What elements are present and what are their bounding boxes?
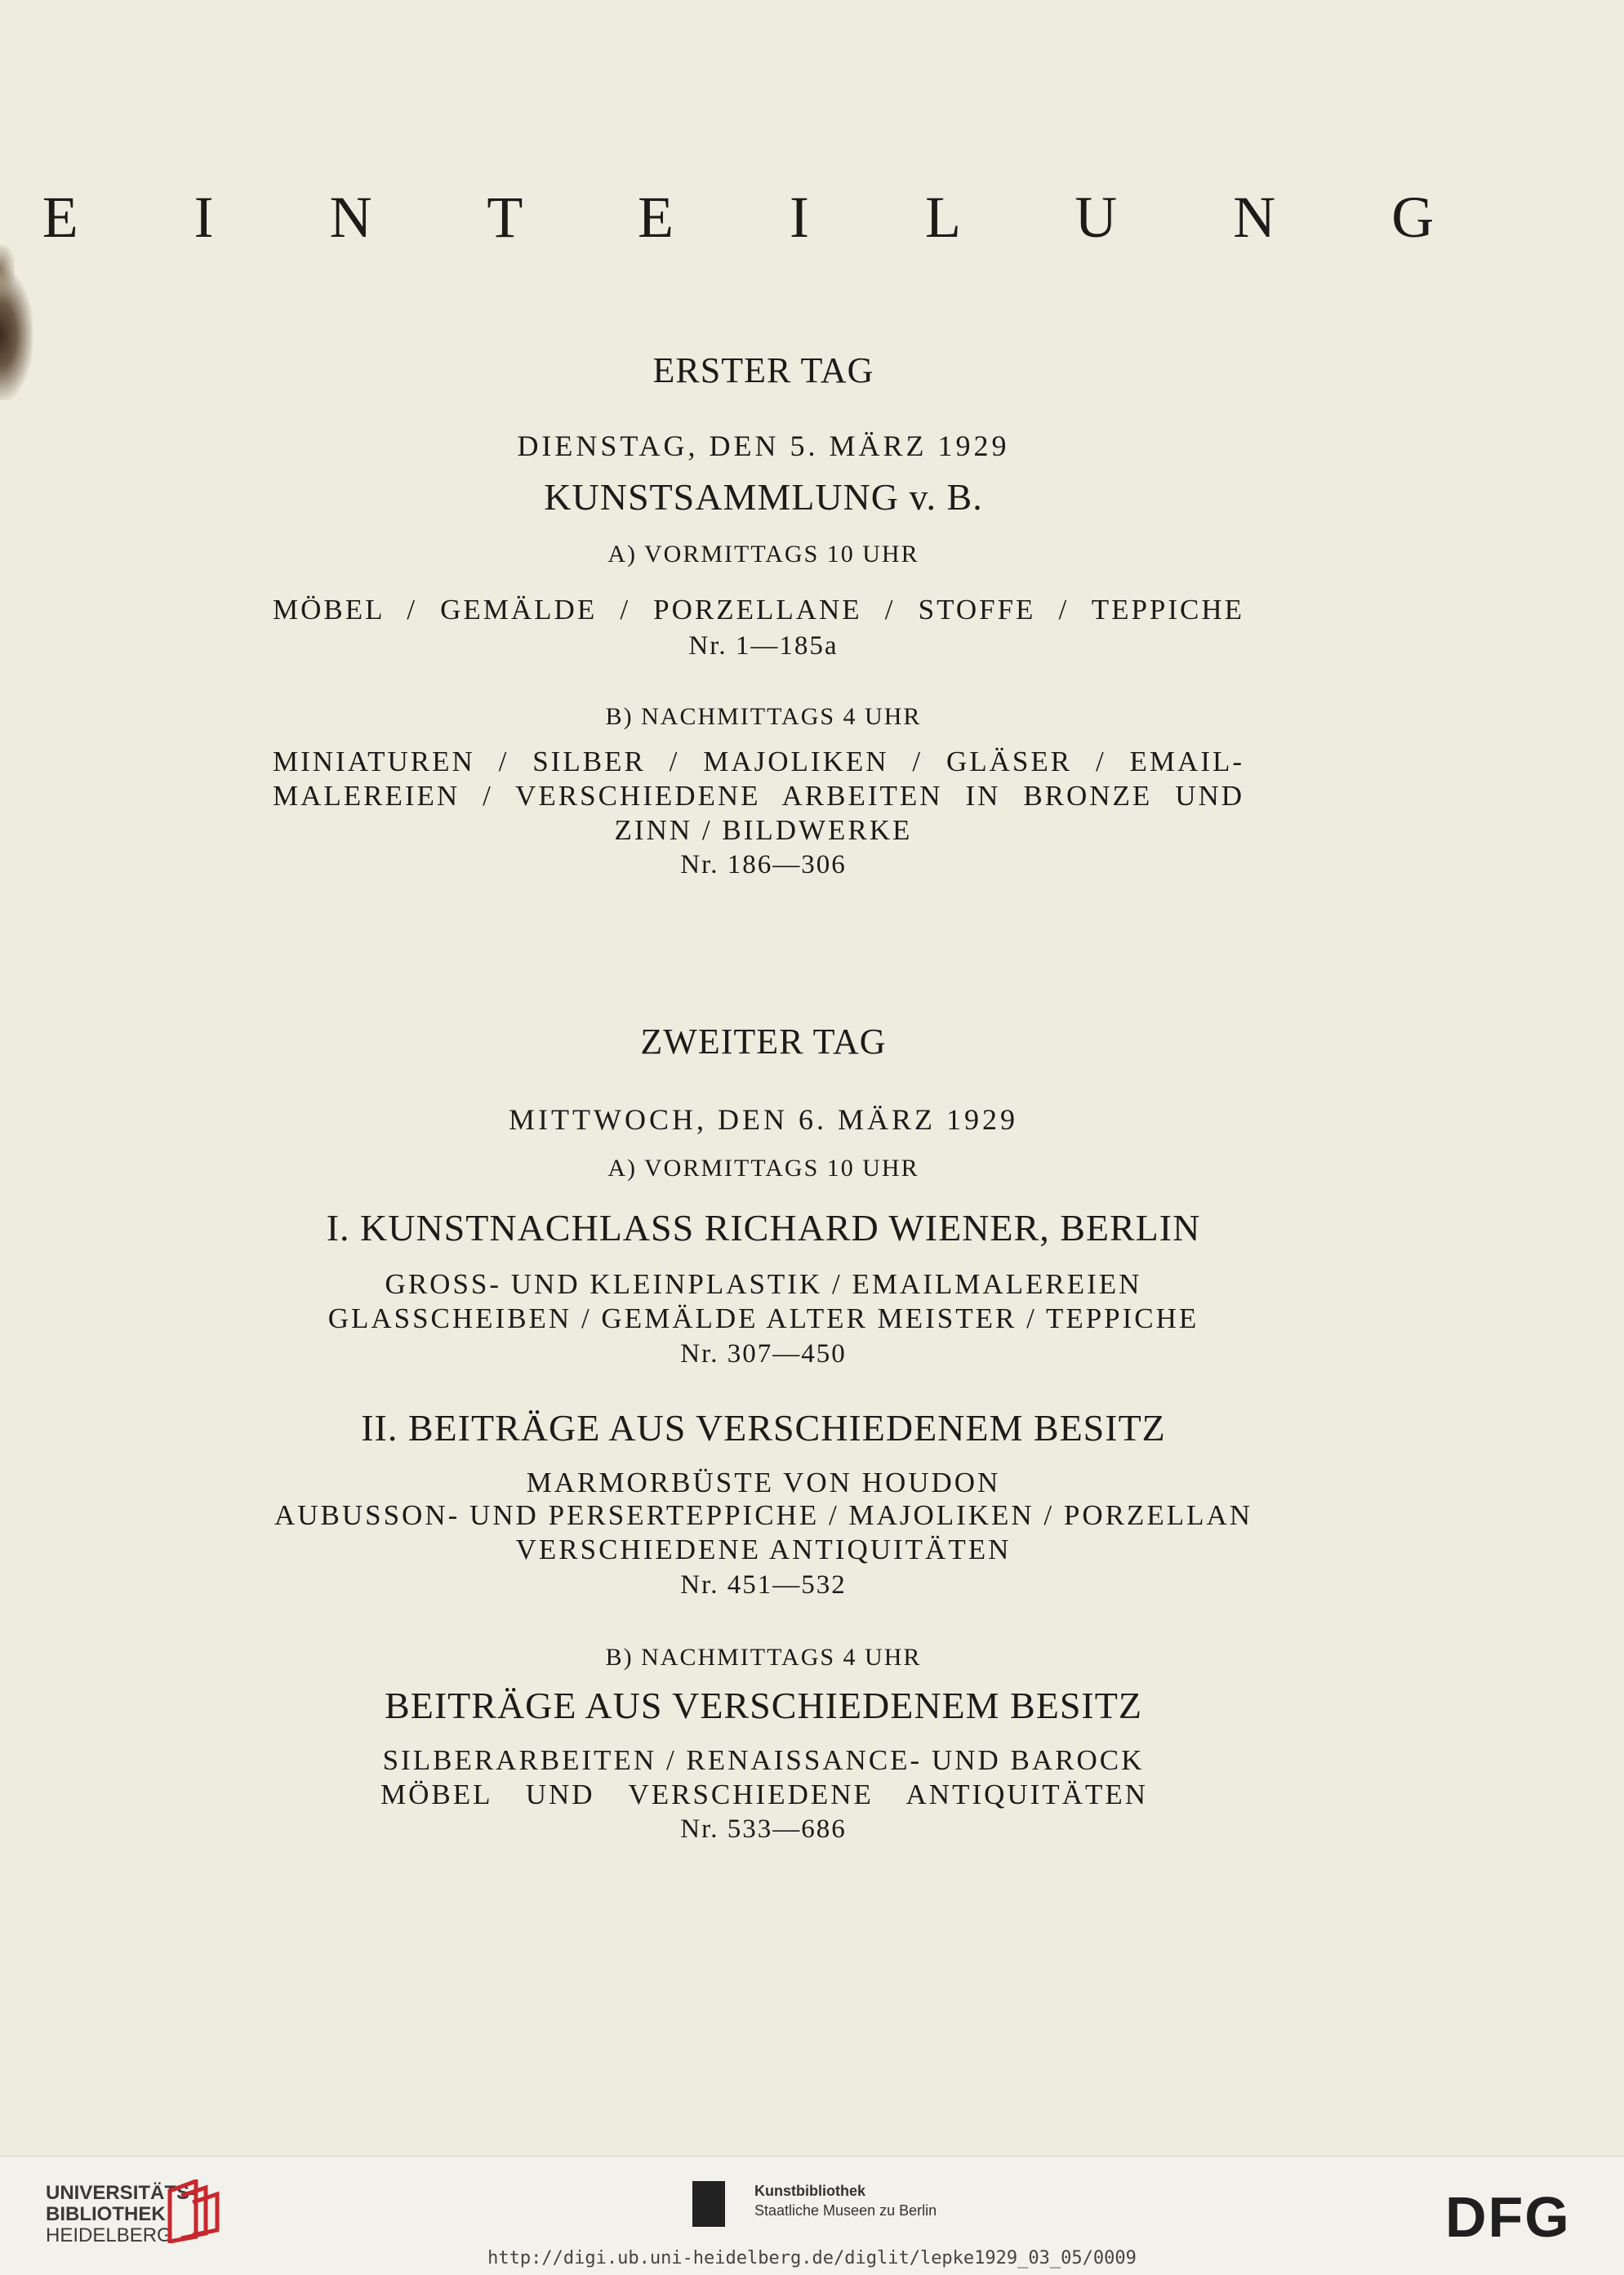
- page-url[interactable]: http://digi.ub.uni-heidelberg.de/diglit/lepke1929_03_05/0009: [487, 2248, 1137, 2268]
- day2-part2-line1: MARMORBÜSTE VON HOUDON: [526, 1467, 1001, 1498]
- day2-part3-line2: MÖBEL UND VERSCHIEDENE ANTIQUITÄTEN: [380, 1779, 1148, 1810]
- ub-heidelberg-logo-icon[interactable]: [163, 2179, 222, 2243]
- day2-session-b: B) NACHMITTAGS 4 UHR: [605, 1644, 922, 1671]
- day1-session-b: B) NACHMITTAGS 4 UHR: [605, 703, 922, 730]
- day2-part1-line2: GLASSCHEIBEN / GEMÄLDE ALTER MEISTER / TEPPICHE: [327, 1302, 1199, 1334]
- day2-heading: ZWEITER TAG: [640, 1022, 887, 1062]
- day2-part3-title: BEITRÄGE AUS VERSCHIEDENEM BESITZ: [385, 1685, 1142, 1726]
- day2-part3-line1: SILBERARBEITEN / RENAISSANCE- UND BAROCK: [382, 1744, 1145, 1776]
- day1-date: DIENSTAG, DEN 5. MÄRZ 1929: [517, 430, 1010, 462]
- day2-date: MITTWOCH, DEN 6. MÄRZ 1929: [509, 1103, 1018, 1136]
- kunstbibliothek-logo-icon[interactable]: [692, 2181, 725, 2227]
- dfg-logo[interactable]: DFG: [1445, 2185, 1571, 2249]
- day1-session-b-line3: ZINN / BILDWERKE: [614, 814, 913, 846]
- day1-collection: KUNSTSAMMLUNG v. B.: [544, 476, 983, 518]
- day2-part2-numbers: Nr. 451—532: [680, 1570, 847, 1600]
- day2-session-a: A) VORMITTAGS 10 UHR: [607, 1155, 919, 1182]
- ub-heidelberg-logo-text[interactable]: UNIVERSITÄTS- BIBLIOTHEK HEIDELBERG: [46, 2182, 197, 2246]
- day1-session-b-line2: MALEREIEN / VERSCHIEDENE ARBEITEN IN BRONZE UND: [273, 780, 1245, 812]
- day2-part1-numbers: Nr. 307—450: [680, 1339, 847, 1369]
- kunstbibliothek-logo-text[interactable]: Kunstbibliothek Staatliche Museen zu Berlin: [754, 2183, 937, 2219]
- day2-part2-line2: AUBUSSON- UND PERSERTEPPICHE / MAJOLIKEN / PORZELLAN: [274, 1499, 1253, 1531]
- day1-session-a-numbers: Nr. 1—185a: [688, 631, 839, 661]
- day2-part1-title: I. KUNSTNACHLASS RICHARD WIENER, BERLIN: [326, 1207, 1201, 1249]
- day1-session-a: A) VORMITTAGS 10 UHR: [607, 541, 919, 568]
- day1-session-b-line1: MINIATUREN / SILBER / MAJOLIKEN / GLÄSER / EMAIL-: [273, 746, 1245, 777]
- day1-session-a-items: MÖBEL / GEMÄLDE / PORZELLANE / STOFFE / TEPPICHE: [273, 594, 1245, 626]
- day1-session-b-numbers: Nr. 186—306: [680, 850, 847, 879]
- day2-part2-line3: VERSCHIEDENE ANTIQUITÄTEN: [515, 1534, 1012, 1565]
- day1-heading: ERSTER TAG: [652, 350, 874, 390]
- day2-part3-numbers: Nr. 533—686: [680, 1814, 847, 1844]
- viewer-footer: [0, 2156, 1624, 2275]
- day2-part2-title: II. BEITRÄGE AUS VERSCHIEDENEM BESITZ: [361, 1407, 1166, 1449]
- day2-part1-line1: GROSS- UND KLEINPLASTIK / EMAILMALEREIEN: [385, 1268, 1142, 1300]
- page-title: E I N T E I L U N G: [42, 185, 1485, 250]
- binding-shadow-upper: [0, 245, 15, 294]
